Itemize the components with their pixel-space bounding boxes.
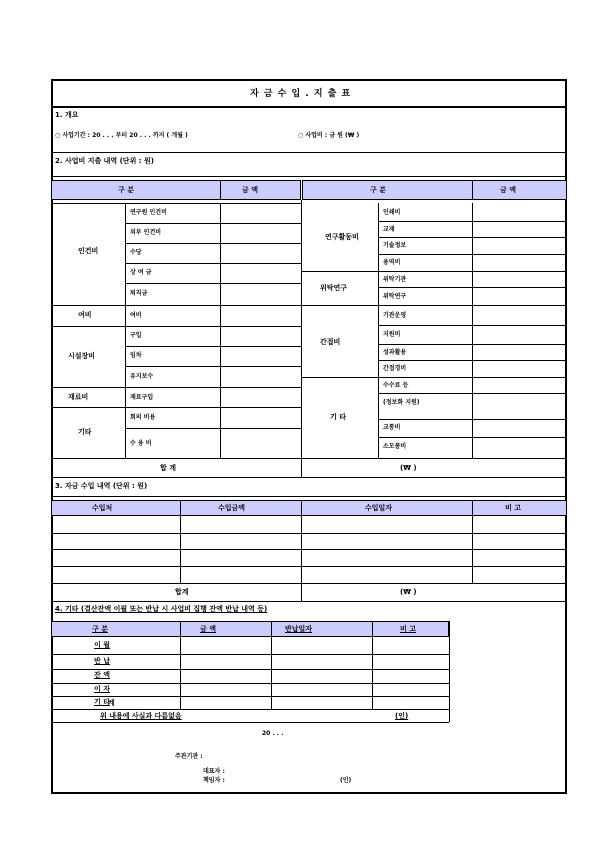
table-header-left (51, 180, 301, 200)
group-label: 시설장비 (68, 352, 96, 360)
row-label: 잔 액 (94, 671, 110, 679)
form-title: 자 금 수 입 . 지 출 표 (250, 89, 352, 99)
item-label: 용역비 (383, 259, 401, 266)
item-label: 수당 (130, 249, 142, 256)
item-label: 퇴직금 (130, 290, 148, 297)
col-header: 구 분 (92, 625, 108, 633)
row-label: 반 납 (94, 657, 110, 665)
item-label: 지원비 (383, 331, 401, 338)
col-header: 수입처 (92, 504, 113, 512)
col-header: 비 고 (400, 625, 416, 633)
divider (51, 176, 567, 177)
col-header: 수입금액 (218, 504, 246, 512)
item-label: 수 용 비 (130, 440, 152, 447)
item-label: 위탁연구 (383, 293, 407, 300)
item-label: 재료구입 (130, 394, 154, 401)
group-label: 인건비 (78, 247, 99, 255)
item-label: 교재 (383, 226, 395, 233)
group-label: 간접비 (320, 338, 341, 346)
item-label: 성과활용 (383, 349, 407, 356)
col-header: 비 고 (505, 504, 521, 512)
total-amount: (₩ ) (400, 464, 417, 472)
item-label: 수수료 등 (383, 382, 409, 389)
item-label: 인쇄비 (383, 209, 401, 216)
org-label: 주관기관 : (175, 753, 203, 760)
period-line: ○ 사업기간 : 20 . . . 부터 20 . . . 까지 ( 개월 ) (55, 132, 188, 139)
row-label: 계 (108, 699, 115, 707)
col-header: 반납일자 (285, 625, 313, 633)
col-header: 구 분 (370, 186, 386, 194)
seal-note: (인) (395, 712, 409, 720)
item-label: 여비 (130, 312, 142, 319)
item-label: 위탁기관 (383, 276, 407, 283)
resp-label: 책임자 : (203, 777, 225, 784)
col-header: 금 액 (500, 186, 516, 194)
total-amount: (₩ ) (400, 588, 417, 596)
budget-line: ○ 사업비 : 금 원 (₩ ) (298, 132, 360, 139)
item-label: 기술정보 (383, 242, 407, 249)
group-label: 위탁연구 (320, 284, 348, 292)
item-label: 소모품비 (383, 443, 407, 450)
col-header: 수입일자 (365, 504, 393, 512)
section3-heading: 3. 자금 수입 내역 (단위 : 원) (55, 482, 148, 490)
item-label: 연구원 인건비 (130, 209, 167, 216)
item-label: 회의 비용 (130, 414, 156, 421)
group-label: 재료비 (68, 393, 89, 401)
row-label: 기 타 (94, 698, 110, 706)
col-header: 금 액 (242, 186, 258, 194)
section4-heading: 4. 기타 (결산잔액 이월 또는 반납 시 사업비 집행 잔액 반납 내역 등) (55, 605, 268, 613)
section2-heading: 2. 사업비 지출 내역 (단위 : 원) (55, 157, 154, 165)
group-label: 여비 (78, 311, 92, 319)
table-header-right (302, 180, 567, 200)
seal-mark: (인) (340, 777, 352, 784)
item-label: 교통비 (383, 424, 401, 431)
item-label: 기관운영 (383, 312, 407, 319)
item-label: 간접경비 (383, 365, 407, 372)
divider (51, 106, 567, 108)
rep-label: 대표자 : (203, 768, 225, 775)
row-label: 이 자 (94, 685, 110, 693)
total-label: 합 계 (160, 464, 176, 472)
col-header: 구 분 (118, 186, 134, 194)
item-label: 구입 (130, 332, 142, 339)
group-label: 기타 (78, 428, 92, 436)
item-label: 임차 (130, 352, 142, 359)
group-label: 연구활동비 (325, 233, 359, 241)
confirm-note: 위 내용에 사실과 다름없음 (100, 712, 182, 720)
item-label: 외부 인건비 (130, 229, 162, 236)
col-header: 금 액 (200, 625, 216, 633)
item-label: 유지보수 (130, 373, 154, 380)
section1-heading: 1. 개요 (55, 111, 79, 119)
date-line: 20 . . . (262, 730, 284, 737)
item-label: 상 여 금 (130, 269, 152, 276)
total-label: 합계 (175, 588, 189, 596)
row-label: 이 월 (94, 641, 110, 649)
group-label: 기 타 (330, 413, 346, 421)
divider (51, 152, 567, 153)
item-label: (정보화 지원) (383, 399, 420, 406)
